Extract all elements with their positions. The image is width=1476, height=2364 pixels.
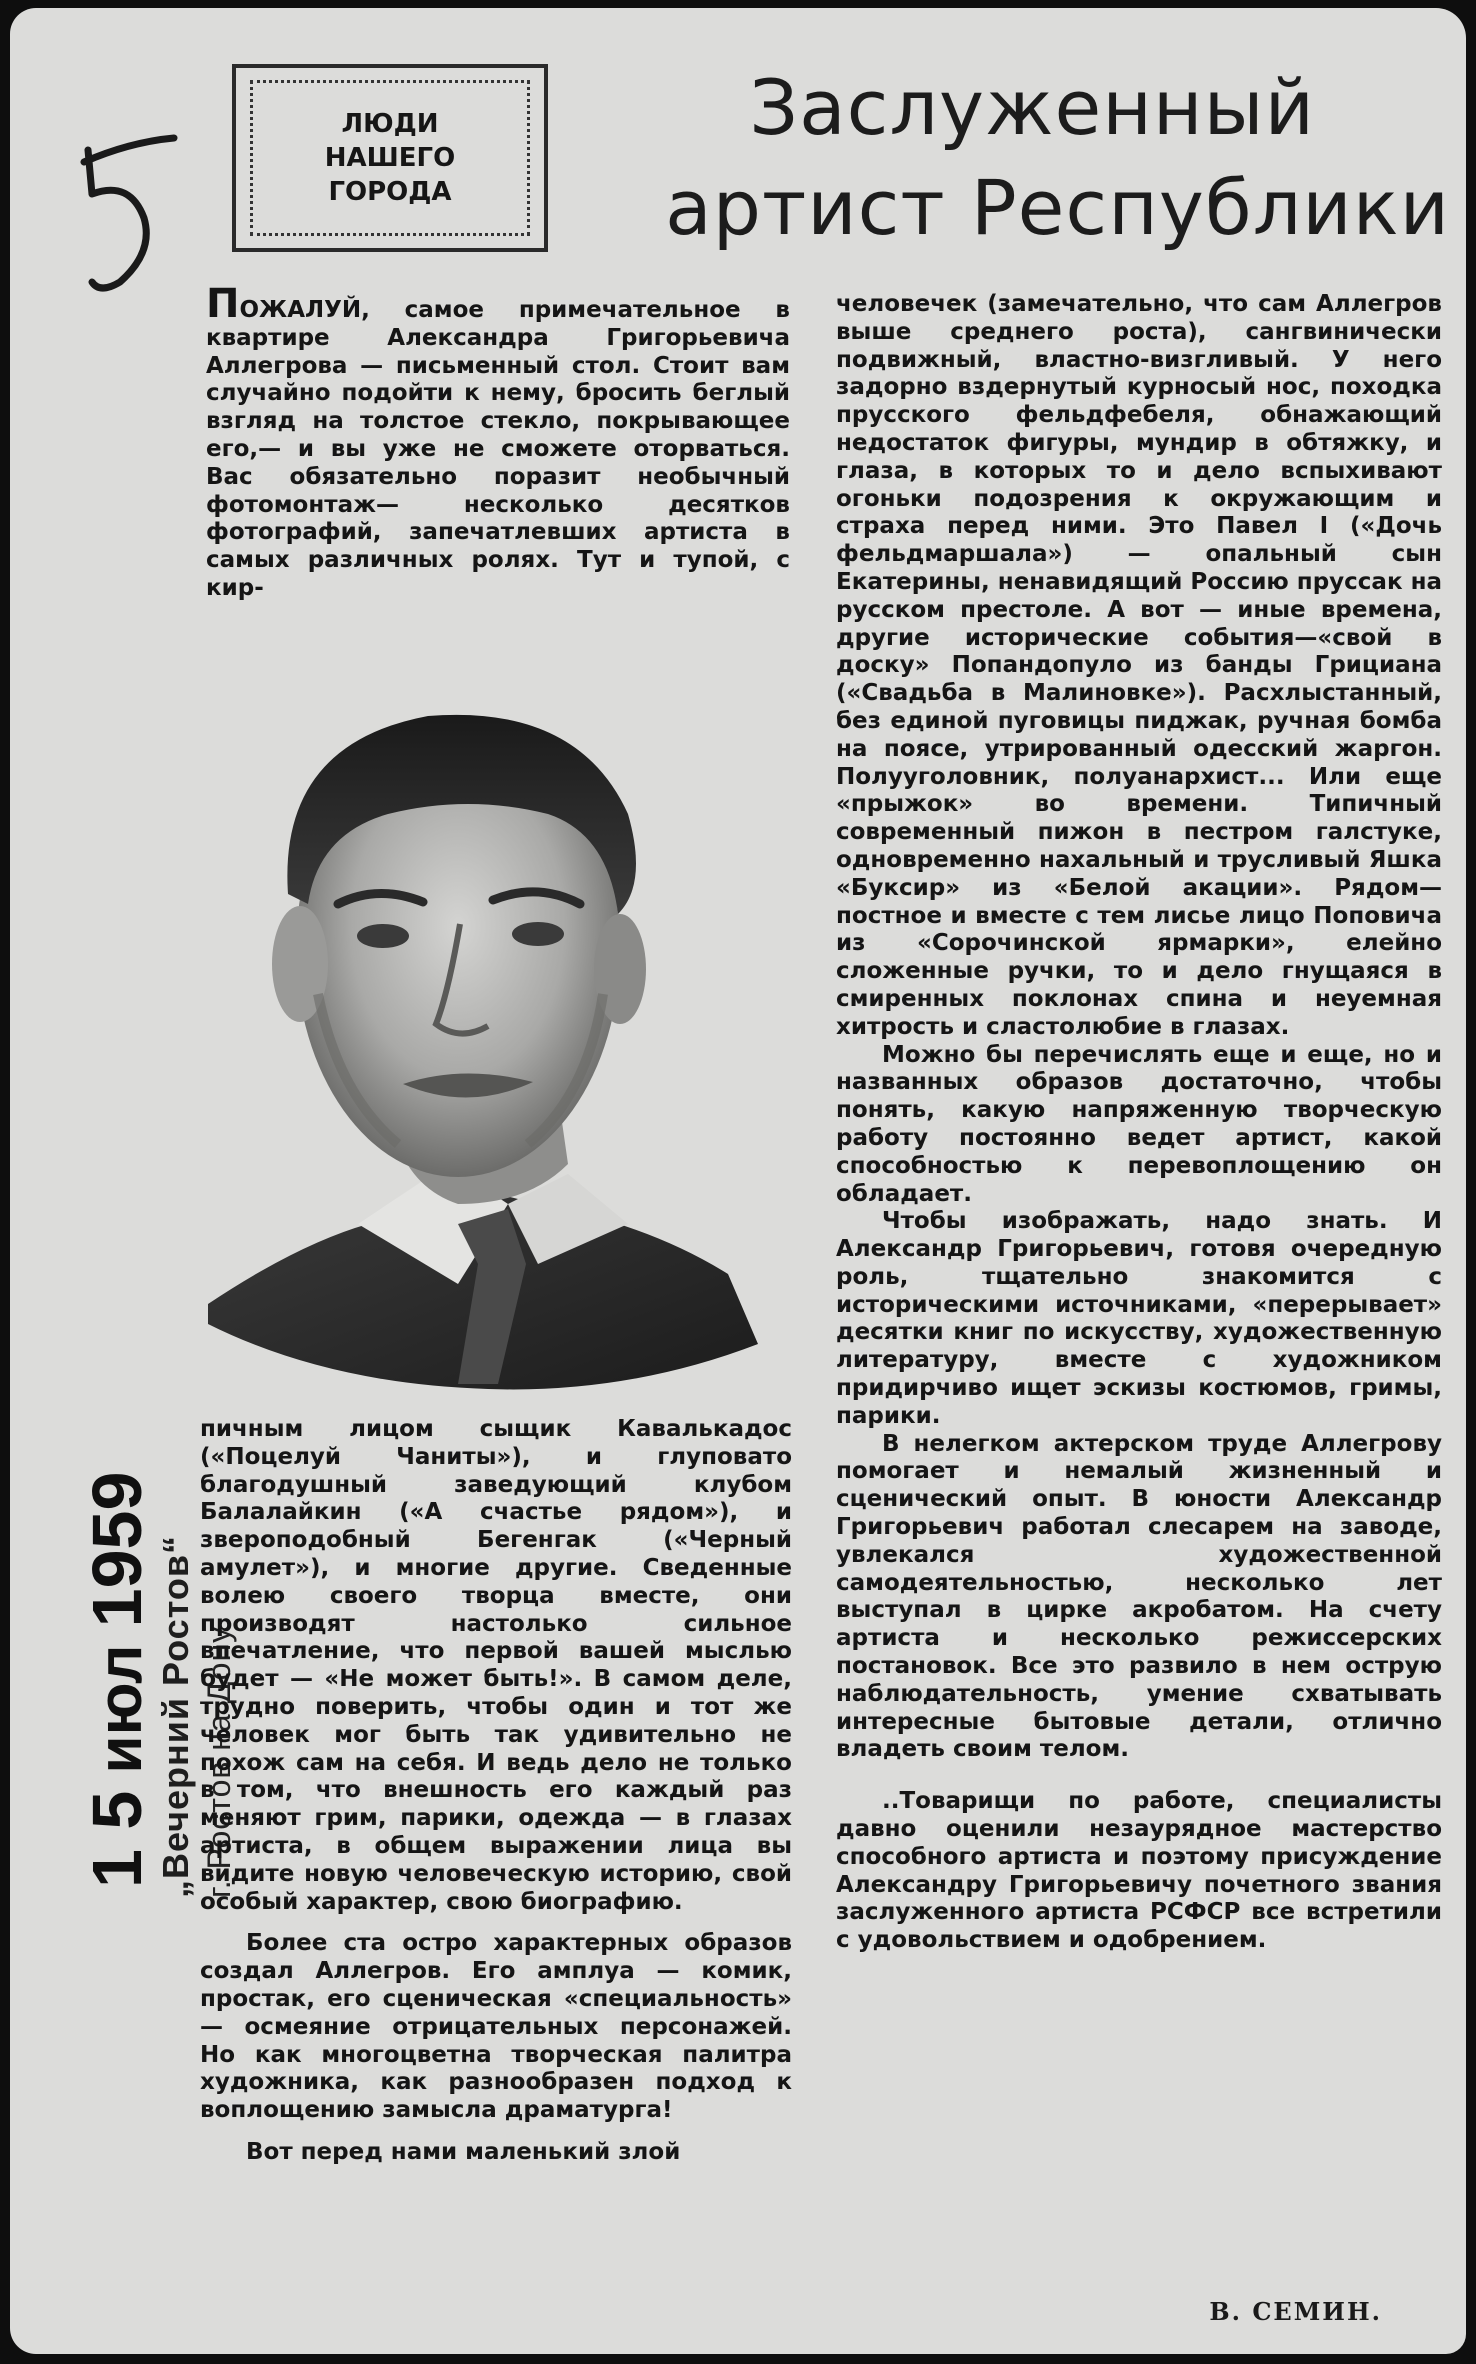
article-column-1-top — [206, 281, 790, 603]
date-stamp — [70, 1471, 160, 1888]
author-signature: В. СЕМИН. — [1209, 2297, 1382, 2326]
article-paragraph: В нелегком актерском труде Аллегрову помогает и немалый жизненный и сценический опыт. В юности Александр Григорьевич работал слесарем на заводе, увлекался художественной самодеятельностью, несколько лет выступал в цирке акробатом. На счету артиста и несколько режиссерских постановок. Все это развило в нем острую наблюдательность, умение схватывать интересные бытовые детали, отлично владеть своим телом. — [836, 1430, 1442, 1763]
drop-cap: П — [206, 281, 240, 327]
source-city: г. Ростов на Дону — [201, 1625, 237, 1898]
article-column-1-bottom — [200, 1416, 792, 2167]
date-year: 1959 — [78, 1471, 156, 1628]
rubric-frame — [232, 64, 548, 252]
article-column-2 — [836, 291, 1442, 1955]
article-headline — [570, 58, 1450, 258]
date-day: 1 5 — [78, 1790, 156, 1888]
article-paragraph: Чтобы изображать, надо знать. И Александр Григорьевич, готовя очередную роль, тщательно знакомится с историческими источниками, «перерывает» десятки книг по искусству, художественную литературу, вместе с художником придирчиво ищет эскизы костюмов, гримы, парики. — [836, 1208, 1442, 1429]
headline-line-2: артист Республики — [665, 163, 1450, 252]
newspaper-clipping — [10, 8, 1466, 2354]
rubric-line-2: НАШЕГО — [324, 143, 456, 173]
date-month: июл — [86, 1644, 155, 1774]
article-paragraph: Более ста остро характерных образов создал Аллегров. Его амплуа — комик, простак, его сценическая «специальность» — осмеяние отрицательных персонажей. Но как многоцветна творческая палитра художника, как разнообразен подход к воплощению замысла драматурга! — [200, 1930, 792, 2124]
rubric-inner-frame — [250, 80, 530, 236]
article-paragraph: ..Товарищи по работе, специалисты давно оценили незаурядное мастерство способного артиста и поэтому присуждение Александру Григорьевичу почетного звания заслуженного артиста РСФСР все встретили с удовольствием и одобрением. — [836, 1788, 1442, 1954]
rubric-label — [300, 107, 480, 209]
rubric-line-3: ГОРОДА — [328, 177, 452, 207]
source-newspaper-name: „Вечерний Ростов“ — [155, 1535, 196, 1898]
article-paragraph: человечек (замечательно, что сам Аллегров выше среднего роста), сангвинически подвижный, властно-визгливый. У него задорно вздернутый курносый нос, походка прусского фельдфебеля, обнажающий недостаток фигуры, мундир в обтяжку, и глаза, в которых то и дело вспыхивают огоньки подозрения к окружающим и страха перед ними. Это Павел I («Дочь фельдмаршала») — опальный сын Екатерины, ненавидящий Россию пруссак на русском престоле. А вот — иные времена, другие исторические события—«свой в доску» Попандопуло из банды Грициана («Свадьба в Малиновке»). Расхлыстанный, без единой пуговицы пиджак, ручная бомба на поясе, утрированный одесский жаргон. Полууголовник, полуанархист... Или еще «прыжок» во времени. Типичный современный пижон в пестром галстуке, одновременно нахальный и трусливый Яшка «Буксир» из «Белой акации». Рядом—постное и вместе с тем лисье лицо Поповича из «Сорочинской ярмарки», елейно сложенные ручки, то и дело гнущаяся в смиренных поклонах спина и неуемная хитрость и сластолюбие в глазах. — [836, 291, 1442, 1040]
headline-line-1: Заслуженный — [749, 63, 1315, 152]
handwritten-number — [70, 132, 190, 292]
article-paragraph: Вот перед нами маленький злой — [246, 2138, 681, 2165]
article-paragraph: Можно бы перечислять еще и еще, но и названных образов достаточно, чтобы понять, какую напряженную творческую работу постоянно ведет артист, какой способностью к перевоплощению он обладает. — [836, 1041, 1442, 1207]
article-paragraph: пичным лицом сыщик Кавалькадос («Поцелуй Чаниты»), и глуповато благодушный заведующий клубом Балалайкин («А счастье рядом»), и звероподобный Бегенгак («Черный амулет»), и многие другие. Сведенные волею своего творца вместе, они производят настолько сильное впечатление, что первой вашей мыслью будет — «Не может быть!». В самом деле, трудно поверить, чтобы один и тот же человек мог быть так удивительно не похож сам на себя. И ведь дело не только в том, что внешность его каждый раз меняют грим, парики, одежда — в глазах артиста, в общем выражении лица вы видите новую человеческую историю, свой особый характер, свою биографию. — [200, 1416, 792, 1915]
rubric-line-1: ЛЮДИ — [341, 109, 439, 139]
article-text: ОЖАЛУЙ, самое примечательное в квартире Александра Григорьевича Аллегрова — письменный стол. Стоит вам случайно подойти к нему, бросить беглый взгляд на толстое стекло, покрывающее его,— и вы уже не сможете оторваться. Вас обязательно поразит необычный фотомонтаж— несколько десятков фотографий, запечатлевших артиста в самых различных ролях. Тут и тупой, с кир- — [206, 297, 790, 601]
portrait-photo — [208, 664, 768, 1394]
